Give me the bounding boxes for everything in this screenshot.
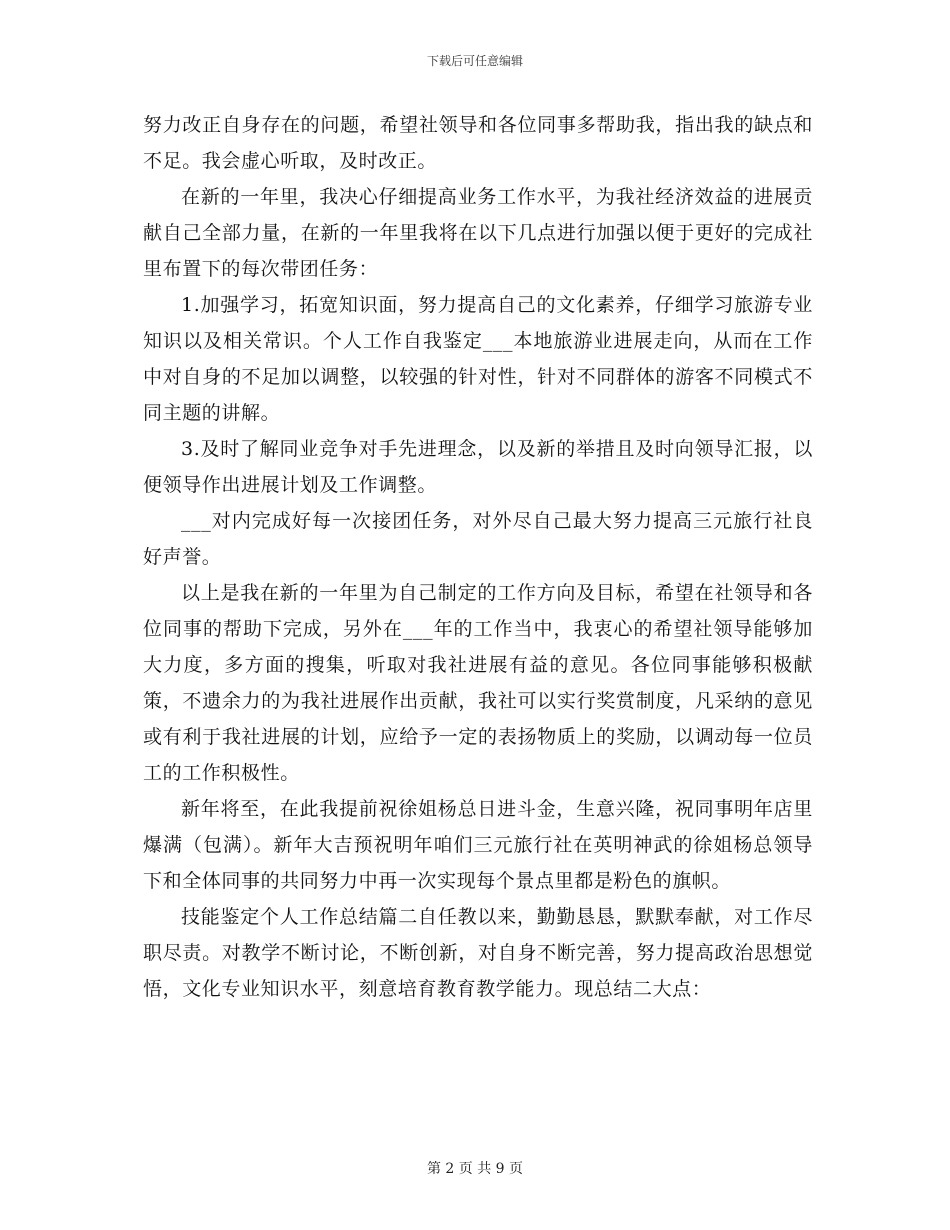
document-body <box>143 107 813 1007</box>
paragraph-new-year-wishes: 新年将至，在此我提前祝徐姐杨总日进斗金，生意兴隆，祝同事明年店里爆满（包满）。新年大吉预祝明年咱们三元旅行社在英明神武的徐姐杨总领导下和全体同事的共同努力中再一次实现每个景点里都是粉色的旗帜。 <box>143 798 813 892</box>
paragraph-reception-tasks: ___对内完成好每一次接团任务，对外尽自己最大努力提高三元旅行社良好声誉。 <box>143 510 813 568</box>
paragraph-summary-part-two: 技能鉴定个人工作总结篇二自任教以来，勤勤恳恳，默默奉献，对工作尽职尽责。对教学不断讨论，不断创新，对自身不断完善，努力提高政治思想觉悟，文化专业知识水平，刻意培育教育教学能力。现总结二大点： <box>143 906 813 1000</box>
paragraph-point-3: 3.及时了解同业竞争对手先进理念，以及新的举措且及时向领导汇报，以便领导作出进展计划及工作调整。 <box>143 438 813 496</box>
page-number: 第 2 页 共 9 页 <box>426 1161 524 1177</box>
paragraph-goals: 以上是我在新的一年里为自己制定的工作方向及目标，希望在社领导和各位同事的帮助下完成，另外在___年的工作当中，我衷心的希望社领导能够加大力度，多方面的搜集，听取对我社进展有益的意见。各位同事能够积极献策，不遗余力的为我社进展作出贡献，我社可以实行奖赏制度，凡采纳的意见或有利于我社进展的计划，应给予一定的表扬物质上的奖励，以调动每一位员工的工作积极性。 <box>143 582 813 784</box>
paragraph-point-1: 1.加强学习，拓宽知识面，努力提高自己的文化素养，仔细学习旅游专业知识以及相关常识。个人工作自我鉴定___本地旅游业进展走向，从而在工作中对自身的不足加以调整，以较强的针对性，针对不同群体的游客不同模式不同主题的讲解。 <box>143 294 813 424</box>
paragraph-new-year-plan: 在新的一年里，我决心仔细提高业务工作水平，为我社经济效益的进展贡献自己全部力量，在新的一年里我将在以下几点进行加强以便于更好的完成社里布置下的每次带团任务： <box>143 186 813 280</box>
page-header: 下载后可任意编辑 <box>426 54 523 68</box>
paragraph-continuation: 努力改正自身存在的问题，希望社领导和各位同事多帮助我，指出我的缺点和不足。我会虚心听取，及时改正。 <box>143 114 813 172</box>
